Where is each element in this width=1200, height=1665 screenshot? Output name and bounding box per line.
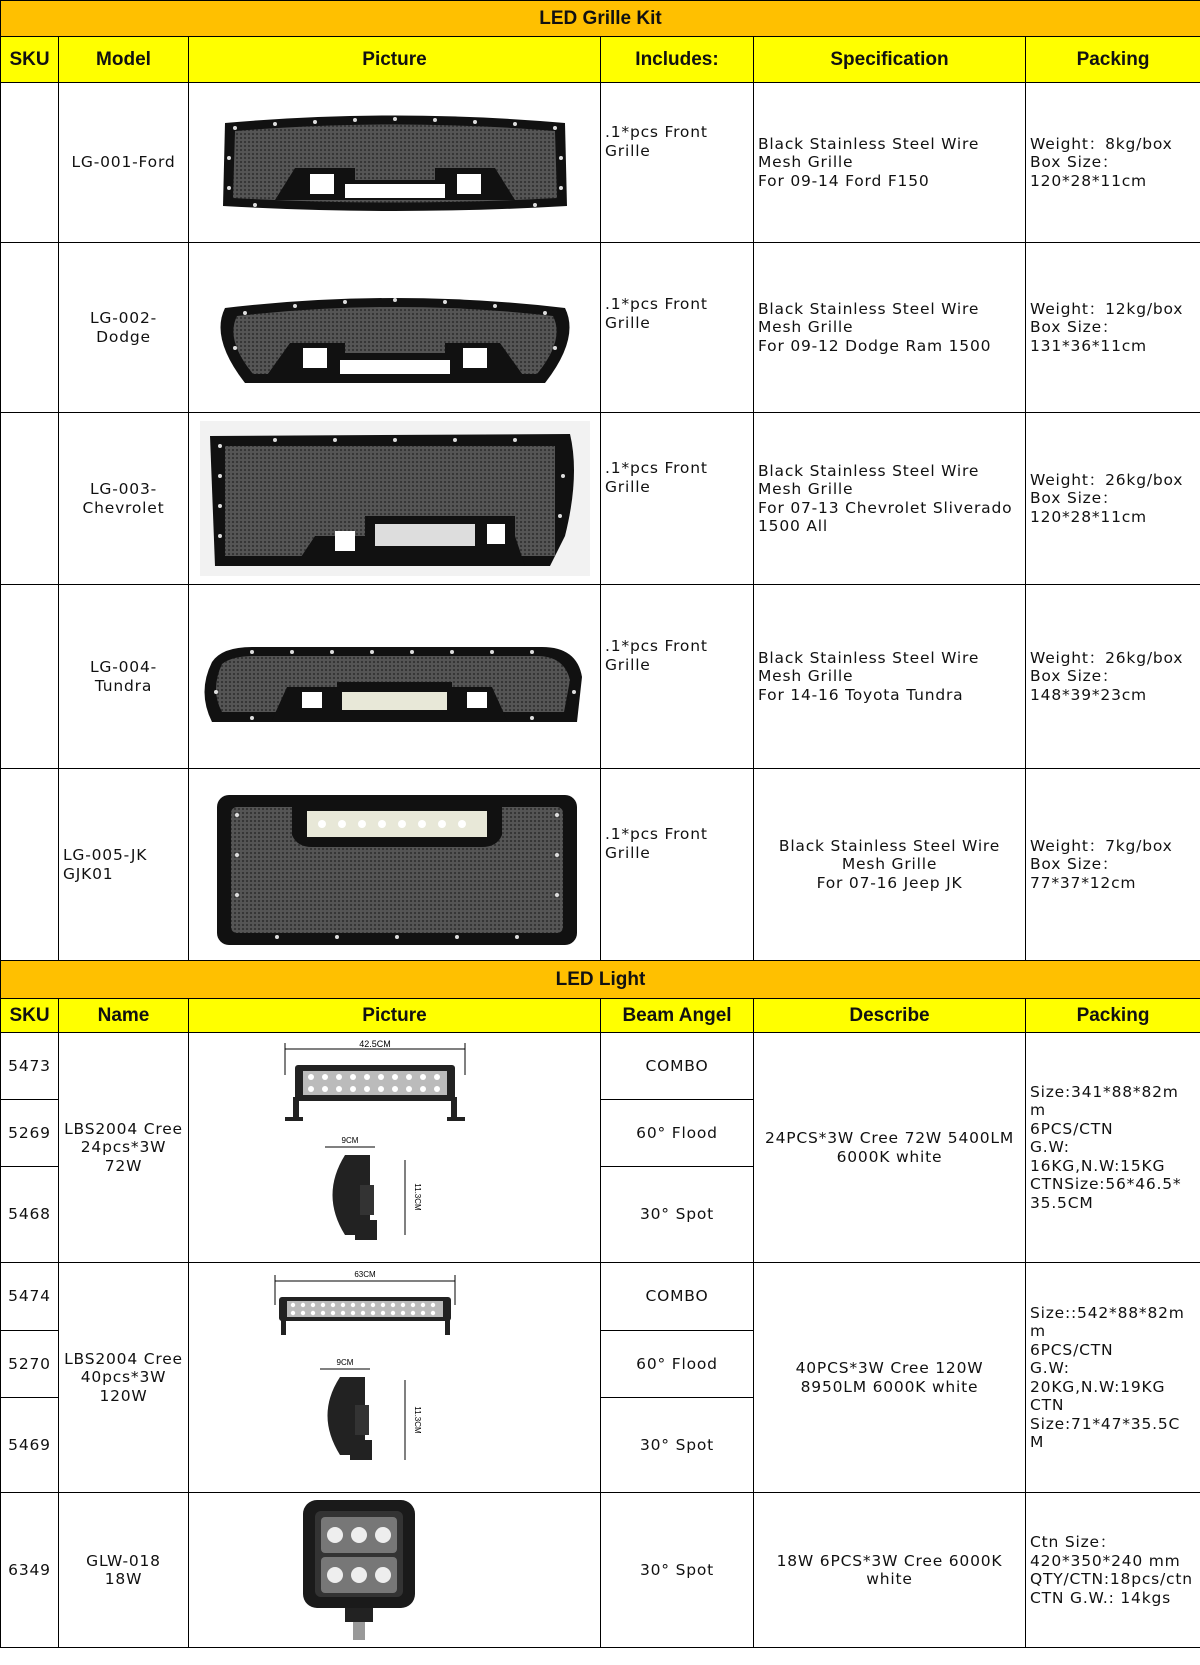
table-row (1, 243, 1200, 413)
table-row (1, 1263, 1200, 1331)
sku-cell: 5269 (1, 1100, 59, 1167)
model-cell: LG-005-JK GJK01 (59, 769, 189, 961)
packing-cell: Ctn Size： 420*350*240 mm QTY/CTN:18pcs/ctn CTN G.W.: 14kgs (1026, 1493, 1200, 1648)
col-describe: Describe (754, 999, 1026, 1033)
sku-cell: 5468 (1, 1167, 59, 1263)
col-name: Name (59, 999, 189, 1033)
spec-cell: Black Stainless Steel Wire Mesh Grille For 07-13 Chevrolet Sliverado 1500 All (754, 413, 1026, 585)
table-row (1, 585, 1200, 769)
model-cell: LG-001-Ford (59, 83, 189, 243)
describe-cell: 40PCS*3W Cree 120W 8950LM 6000K white (754, 1263, 1026, 1493)
includes-cell: .1*pcs Front Grille (601, 83, 754, 243)
includes-cell: .1*pcs Front Grille (601, 243, 754, 413)
sku-cell (1, 243, 59, 413)
col-model: Model (59, 37, 189, 83)
beam-cell: COMBO (601, 1033, 754, 1100)
dim-side-height-label: 11.3CM (412, 1406, 422, 1434)
grille-ford-icon (189, 83, 601, 243)
sku-cell: 5473 (1, 1033, 59, 1100)
table-row (1, 83, 1200, 243)
grille-tundra-icon (189, 585, 601, 769)
beam-cell: 30° Spot (601, 1167, 754, 1263)
beam-cell: 30° Spot (601, 1398, 754, 1493)
light-section-title: LED Light (1, 961, 1200, 999)
dim-side-height-label: 11.3CM (412, 1183, 422, 1211)
packing-cell: Weight：26kg/box Box Size： 120*28*11cm (1026, 413, 1200, 585)
grille-dodge-icon (189, 243, 601, 413)
col-packing: Packing (1026, 999, 1200, 1033)
model-cell: LG-004- Tundra (59, 585, 189, 769)
packing-cell: Weight：8kg/box Box Size： 120*28*11cm (1026, 83, 1200, 243)
packing-cell: Size:341*88*82m m 6PCS/CTN G.W: 16KG,N.W:15KG CTNSize:56*46.5* 35.5CM (1026, 1033, 1200, 1263)
table-row (1, 769, 1200, 961)
dim-side-width-label: 9CM (341, 1136, 358, 1145)
model-cell: LG-002- Dodge (59, 243, 189, 413)
sku-cell: 6349 (1, 1493, 59, 1648)
dim-top-label: 42.5CM (358, 1039, 391, 1049)
spec-cell: Black Stainless Steel Wire Mesh Grille For 09-14 Ford F150 (754, 83, 1026, 243)
beam-cell: 60° Flood (601, 1100, 754, 1167)
col-packing: Packing (1026, 37, 1200, 83)
describe-cell: 18W 6PCS*3W Cree 6000K white (754, 1493, 1026, 1648)
packing-cell: Size::542*88*82m m 6PCS/CTN G.W: 20KG,N.W:19KG CTN Size:71*47*35.5C M (1026, 1263, 1200, 1493)
grille-chevrolet-icon (189, 413, 601, 585)
name-cell: LBS2004 Cree 24pcs*3W 72W (59, 1033, 189, 1263)
work-light-18w-icon (189, 1493, 601, 1648)
spec-cell: Black Stainless Steel Wire Mesh Grille For 14-16 Toyota Tundra (754, 585, 1026, 769)
spec-cell: Black Stainless Steel Wire Mesh Grille For 09-12 Dodge Ram 1500 (754, 243, 1026, 413)
table-row (1, 1493, 1200, 1648)
beam-cell: 30° Spot (601, 1493, 754, 1648)
beam-cell: COMBO (601, 1263, 754, 1331)
col-beam-angle: Beam Angel (601, 999, 754, 1033)
name-cell: GLW-018 18W (59, 1493, 189, 1648)
col-includes: Includes: (601, 37, 754, 83)
describe-cell: 24PCS*3W Cree 72W 5400LM 6000K white (754, 1033, 1026, 1263)
beam-cell: 60° Flood (601, 1331, 754, 1398)
includes-cell: .1*pcs Front Grille (601, 585, 754, 769)
col-picture: Picture (189, 999, 601, 1033)
includes-cell: .1*pcs Front Grille (601, 413, 754, 585)
table-row (1, 1033, 1200, 1100)
sku-cell (1, 769, 59, 961)
grille-jeep-icon (189, 769, 601, 961)
light-bar-72w-icon (189, 1033, 601, 1263)
dim-side-width-label: 9CM (336, 1358, 353, 1367)
sku-cell: 5469 (1, 1398, 59, 1493)
packing-cell: Weight：26kg/box Box Size： 148*39*23cm (1026, 585, 1200, 769)
packing-cell: Weight：7kg/box Box Size： 77*37*12cm (1026, 769, 1200, 961)
name-cell: LBS2004 Cree 40pcs*3W 120W (59, 1263, 189, 1493)
sku-cell (1, 585, 59, 769)
col-sku: SKU (1, 999, 59, 1033)
col-specification: Specification (754, 37, 1026, 83)
grille-section-title: LED Grille Kit (1, 1, 1200, 37)
sku-cell (1, 83, 59, 243)
sku-cell: 5474 (1, 1263, 59, 1331)
light-bar-120w-icon (189, 1263, 601, 1493)
includes-cell: .1*pcs Front Grille (601, 769, 754, 961)
sku-cell: 5270 (1, 1331, 59, 1398)
col-picture: Picture (189, 37, 601, 83)
table-row (1, 413, 1200, 585)
col-sku: SKU (1, 37, 59, 83)
dim-top-label: 63CM (353, 1270, 376, 1279)
sku-cell (1, 413, 59, 585)
packing-cell: Weight：12kg/box Box Size： 131*36*11cm (1026, 243, 1200, 413)
spec-cell: Black Stainless Steel Wire Mesh Grille For 07-16 Jeep JK (754, 769, 1026, 961)
model-cell: LG-003- Chevrolet (59, 413, 189, 585)
